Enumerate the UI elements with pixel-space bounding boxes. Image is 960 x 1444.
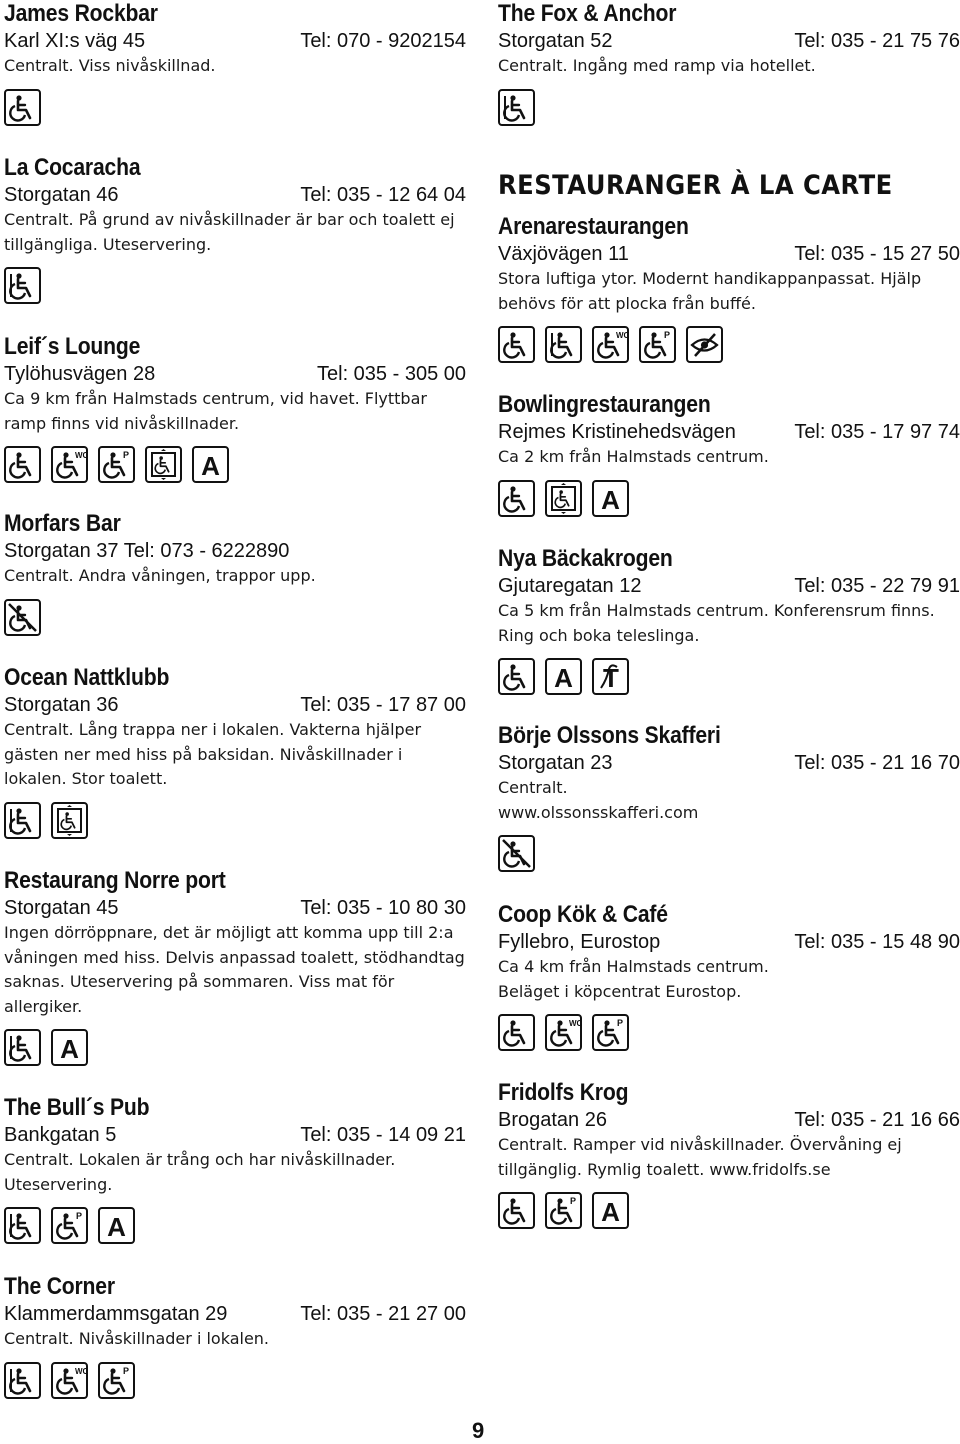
allergy-icon bbox=[592, 1192, 629, 1229]
section-title: RESTAURANGER À LA CARTE bbox=[498, 170, 893, 201]
allergy-icon bbox=[592, 480, 629, 517]
wheelchair-wc-icon bbox=[51, 446, 88, 483]
venue-phone: Tel: 035 - 17 87 00 bbox=[300, 694, 466, 716]
accessibility-icons bbox=[498, 89, 960, 126]
venue-phone: Tel: 035 - 21 16 66 bbox=[794, 1109, 960, 1131]
venue-entry bbox=[4, 0, 466, 126]
wheelchair-partial-icon bbox=[4, 1029, 41, 1066]
venue-street: Karl XI:s väg 45 bbox=[4, 30, 146, 52]
allergy-icon bbox=[98, 1207, 135, 1244]
wheelchair-icon bbox=[498, 1014, 535, 1051]
venue-name: Börje Olssons Skafferi bbox=[498, 722, 721, 749]
accessibility-icons bbox=[498, 1014, 960, 1051]
venue-address-row bbox=[4, 28, 466, 54]
wheelchair-icon bbox=[498, 480, 535, 517]
svg-text:WC: WC bbox=[75, 451, 89, 460]
venue-name: James Rockbar bbox=[4, 0, 158, 27]
accessibility-icons bbox=[498, 1192, 960, 1229]
wheelchair-partial-icon bbox=[4, 1362, 41, 1399]
venue-description: Centralt. Ingång med ramp via hotellet. bbox=[498, 56, 816, 75]
svg-text:P: P bbox=[570, 1196, 577, 1206]
svg-text:P: P bbox=[76, 1211, 83, 1221]
venue-name: La Cocaracha bbox=[4, 154, 141, 181]
venue-entry bbox=[4, 664, 466, 839]
wheelchair-partial-icon bbox=[4, 802, 41, 839]
venue-street: Klammerdammsgatan 29 bbox=[4, 1303, 228, 1325]
venue-name: The Corner bbox=[4, 1273, 115, 1300]
wheelchair-parking-icon bbox=[639, 326, 676, 363]
venue-phone: Tel: 035 - 22 79 91 bbox=[794, 575, 960, 597]
svg-text:A: A bbox=[107, 1212, 126, 1242]
hearing-loop-icon bbox=[592, 658, 629, 695]
venue-address-row bbox=[4, 692, 466, 718]
accessibility-icons bbox=[498, 835, 960, 872]
visual-impairment-icon bbox=[686, 326, 723, 363]
svg-text:P: P bbox=[617, 1018, 624, 1028]
svg-text:A: A bbox=[554, 663, 573, 693]
svg-text:A: A bbox=[601, 484, 620, 515]
venue-entry bbox=[498, 722, 960, 872]
accessibility-icons bbox=[4, 1362, 466, 1399]
venue-name: Arenarestaurangen bbox=[498, 213, 689, 240]
wheelchair-parking-icon bbox=[592, 1014, 629, 1051]
wheelchair-partial-icon bbox=[545, 326, 582, 363]
venue-street: Gjutaregatan 12 bbox=[498, 575, 642, 597]
wheelchair-parking-icon bbox=[98, 446, 135, 483]
venue-phone: Tel: 035 - 21 75 76 bbox=[794, 30, 960, 52]
venue-phone: Tel: 070 - 9202154 bbox=[300, 30, 466, 52]
section-heading bbox=[498, 170, 960, 202]
venue-entry bbox=[498, 901, 960, 1051]
accessibility-icons bbox=[498, 658, 960, 695]
allergy-icon bbox=[51, 1029, 88, 1066]
wheelchair-icon bbox=[498, 658, 535, 695]
venue-phone: Tel: 035 - 21 27 00 bbox=[300, 1303, 466, 1325]
venue-name: Leif´s Lounge bbox=[4, 333, 141, 360]
wheelchair-icon bbox=[498, 326, 535, 363]
venue-name: Morfars Bar bbox=[4, 510, 121, 537]
accessibility-icons bbox=[4, 446, 466, 483]
venue-address-row bbox=[498, 419, 960, 445]
wheelchair-not-accessible-icon bbox=[4, 599, 41, 636]
venue-address-row bbox=[498, 573, 960, 599]
accessibility-icons bbox=[498, 480, 960, 517]
wheelchair-parking-icon bbox=[98, 1362, 135, 1399]
wheelchair-wc-icon bbox=[51, 1362, 88, 1399]
venue-description: Ca 5 km från Halmstads centrum. Konferensrum finns. Ring och boka teleslinga. bbox=[498, 601, 935, 645]
venue-phone: Tel: 035 - 15 48 90 bbox=[794, 931, 960, 953]
accessibility-icons bbox=[498, 326, 960, 363]
venue-entry bbox=[4, 333, 466, 483]
venue-street: Storgatan 37 Tel: 073 - 6222890 bbox=[4, 540, 290, 562]
venue-name: Nya Bäckakrogen bbox=[498, 545, 673, 572]
venue-entry bbox=[4, 1094, 466, 1244]
venue-address-row bbox=[498, 929, 960, 955]
wheelchair-parking-icon bbox=[545, 1192, 582, 1229]
svg-text:A: A bbox=[601, 1197, 620, 1227]
svg-text:WC: WC bbox=[616, 331, 630, 340]
venue-entry bbox=[498, 0, 960, 126]
svg-text:WC: WC bbox=[75, 1366, 89, 1376]
wheelchair-wc-icon bbox=[545, 1014, 582, 1051]
venue-street: Växjövägen 11 bbox=[498, 243, 629, 265]
venue-description: Centralt. Lokalen är trång och har nivåskillnader. Uteservering. bbox=[4, 1150, 396, 1194]
venue-street: Tylöhusvägen 28 bbox=[4, 363, 156, 385]
venue-name: Coop Kök & Café bbox=[498, 901, 668, 928]
venue-entry bbox=[4, 154, 466, 304]
allergy-icon bbox=[545, 658, 582, 695]
venue-description: Ca 4 km från Halmstads centrum. Beläget i köpcentrat Eurostop. bbox=[498, 957, 769, 1001]
venue-name: Fridolfs Krog bbox=[498, 1079, 629, 1106]
venue-description: Ca 9 km från Halmstads centrum, vid havet. Flyttbar ramp finns vid nivåskillnader. bbox=[4, 389, 427, 433]
venue-description: Stora luftiga ytor. Modernt handikappanpassat. Hjälp behövs för att plocka från buffé. bbox=[498, 269, 922, 313]
venue-description: Centralt. Lång trappa ner i lokalen. Vakterna hjälper gästen ner med hiss på baksidan. Nivåskillnader i lokalen. Stor toalett. bbox=[4, 720, 422, 788]
accessibility-icons bbox=[4, 802, 466, 839]
venue-street: Bankgatan 5 bbox=[4, 1124, 117, 1146]
wheelchair-not-accessible-icon bbox=[498, 835, 535, 872]
venue-name: The Fox & Anchor bbox=[498, 0, 677, 27]
wheelchair-partial-icon bbox=[4, 267, 41, 304]
accessibility-icons bbox=[4, 267, 466, 304]
venue-phone: Tel: 035 - 14 09 21 bbox=[300, 1124, 466, 1146]
venue-street: Storgatan 52 bbox=[498, 30, 613, 52]
venue-entry bbox=[4, 1273, 466, 1399]
venue-street: Storgatan 23 bbox=[498, 752, 613, 774]
wheelchair-wc-icon bbox=[592, 326, 629, 363]
accessibility-icons bbox=[4, 89, 466, 126]
accessibility-icons bbox=[4, 1029, 466, 1066]
venue-description: Centralt. Nivåskillnader i lokalen. bbox=[4, 1329, 270, 1348]
venue-name: Bowlingrestaurangen bbox=[498, 391, 711, 418]
svg-text:WC: WC bbox=[569, 1019, 583, 1028]
venue-description: Centralt. Andra våningen, trappor upp. bbox=[4, 566, 316, 585]
page-number: 9 bbox=[472, 1418, 485, 1443]
accessibility-icons bbox=[4, 599, 466, 636]
venue-street: Rejmes Kristinehedsvägen bbox=[498, 421, 736, 443]
venue-description: Ca 2 km från Halmstads centrum. bbox=[498, 447, 769, 466]
venue-address-row bbox=[4, 895, 466, 921]
venue-description: Centralt. www.olssonsskafferi.com bbox=[498, 778, 699, 822]
venue-description: Centralt. Ramper vid nivåskillnader. Övervåning ej tillgänglig. Rymlig toalett. www.fridolfs.se bbox=[498, 1135, 902, 1179]
venue-phone: Tel: 035 - 15 27 50 bbox=[794, 243, 960, 265]
svg-text:T: T bbox=[603, 663, 619, 693]
venue-entry bbox=[4, 867, 466, 1066]
venue-address-row bbox=[4, 182, 466, 208]
wheelchair-elevator-icon bbox=[545, 480, 582, 517]
wheelchair-partial-icon bbox=[498, 89, 535, 126]
venue-street: Storgatan 46 bbox=[4, 184, 119, 206]
venue-name: Restaurang Norre port bbox=[4, 867, 226, 894]
wheelchair-icon bbox=[498, 1192, 535, 1229]
venue-description: Ingen dörröppnare, det är möjligt att komma upp till 2:a våningen med hiss. Delvis anpassad toalett, stödhandtag saknas. Uteservering på sommaren. Viss mat för allergiker. bbox=[4, 923, 465, 1016]
svg-text:P: P bbox=[664, 330, 671, 340]
svg-text:A: A bbox=[60, 1034, 79, 1064]
allergy-icon bbox=[192, 446, 229, 483]
venue-address-row bbox=[498, 28, 960, 54]
accessibility-icons bbox=[4, 1207, 466, 1244]
venue-phone: Tel: 035 - 12 64 04 bbox=[300, 184, 466, 206]
wheelchair-icon bbox=[4, 89, 41, 126]
venue-description: Centralt. På grund av nivåskillnader är bar och toalett ej tillgängliga. Uteservering. bbox=[4, 210, 455, 254]
venue-entry bbox=[4, 510, 466, 636]
wheelchair-partial-icon bbox=[4, 1207, 41, 1244]
venue-name: Ocean Nattklubb bbox=[4, 664, 170, 691]
venue-entry bbox=[498, 391, 960, 517]
venue-street: Brogatan 26 bbox=[498, 1109, 607, 1131]
venue-entry bbox=[498, 213, 960, 363]
venue-street: Storgatan 36 bbox=[4, 694, 119, 716]
venue-entry bbox=[498, 545, 960, 695]
venue-street: Storgatan 45 bbox=[4, 897, 119, 919]
venue-entry bbox=[498, 1079, 960, 1229]
wheelchair-elevator-icon bbox=[51, 802, 88, 839]
venue-address-row bbox=[4, 1122, 466, 1148]
wheelchair-parking-icon bbox=[51, 1207, 88, 1244]
venue-address-row bbox=[498, 241, 960, 267]
svg-text:A: A bbox=[201, 451, 220, 481]
venue-phone: Tel: 035 - 305 00 bbox=[317, 363, 466, 385]
svg-text:P: P bbox=[123, 450, 130, 460]
venue-address-row bbox=[4, 1301, 466, 1327]
venue-street: Fyllebro, Eurostop bbox=[498, 931, 661, 953]
venue-address-row bbox=[498, 1107, 960, 1133]
venue-address-row bbox=[4, 538, 466, 564]
venue-address-row bbox=[498, 750, 960, 776]
venue-description: Centralt. Viss nivåskillnad. bbox=[4, 56, 216, 75]
wheelchair-elevator-icon bbox=[145, 446, 182, 483]
svg-text:P: P bbox=[123, 1365, 130, 1376]
venue-address-row bbox=[4, 361, 466, 387]
venue-phone: Tel: 035 - 21 16 70 bbox=[794, 752, 960, 774]
venue-phone: Tel: 035 - 10 80 30 bbox=[300, 897, 466, 919]
venue-name: The Bull´s Pub bbox=[4, 1094, 150, 1121]
venue-phone: Tel: 035 - 17 97 74 bbox=[794, 421, 960, 443]
wheelchair-icon bbox=[4, 446, 41, 483]
